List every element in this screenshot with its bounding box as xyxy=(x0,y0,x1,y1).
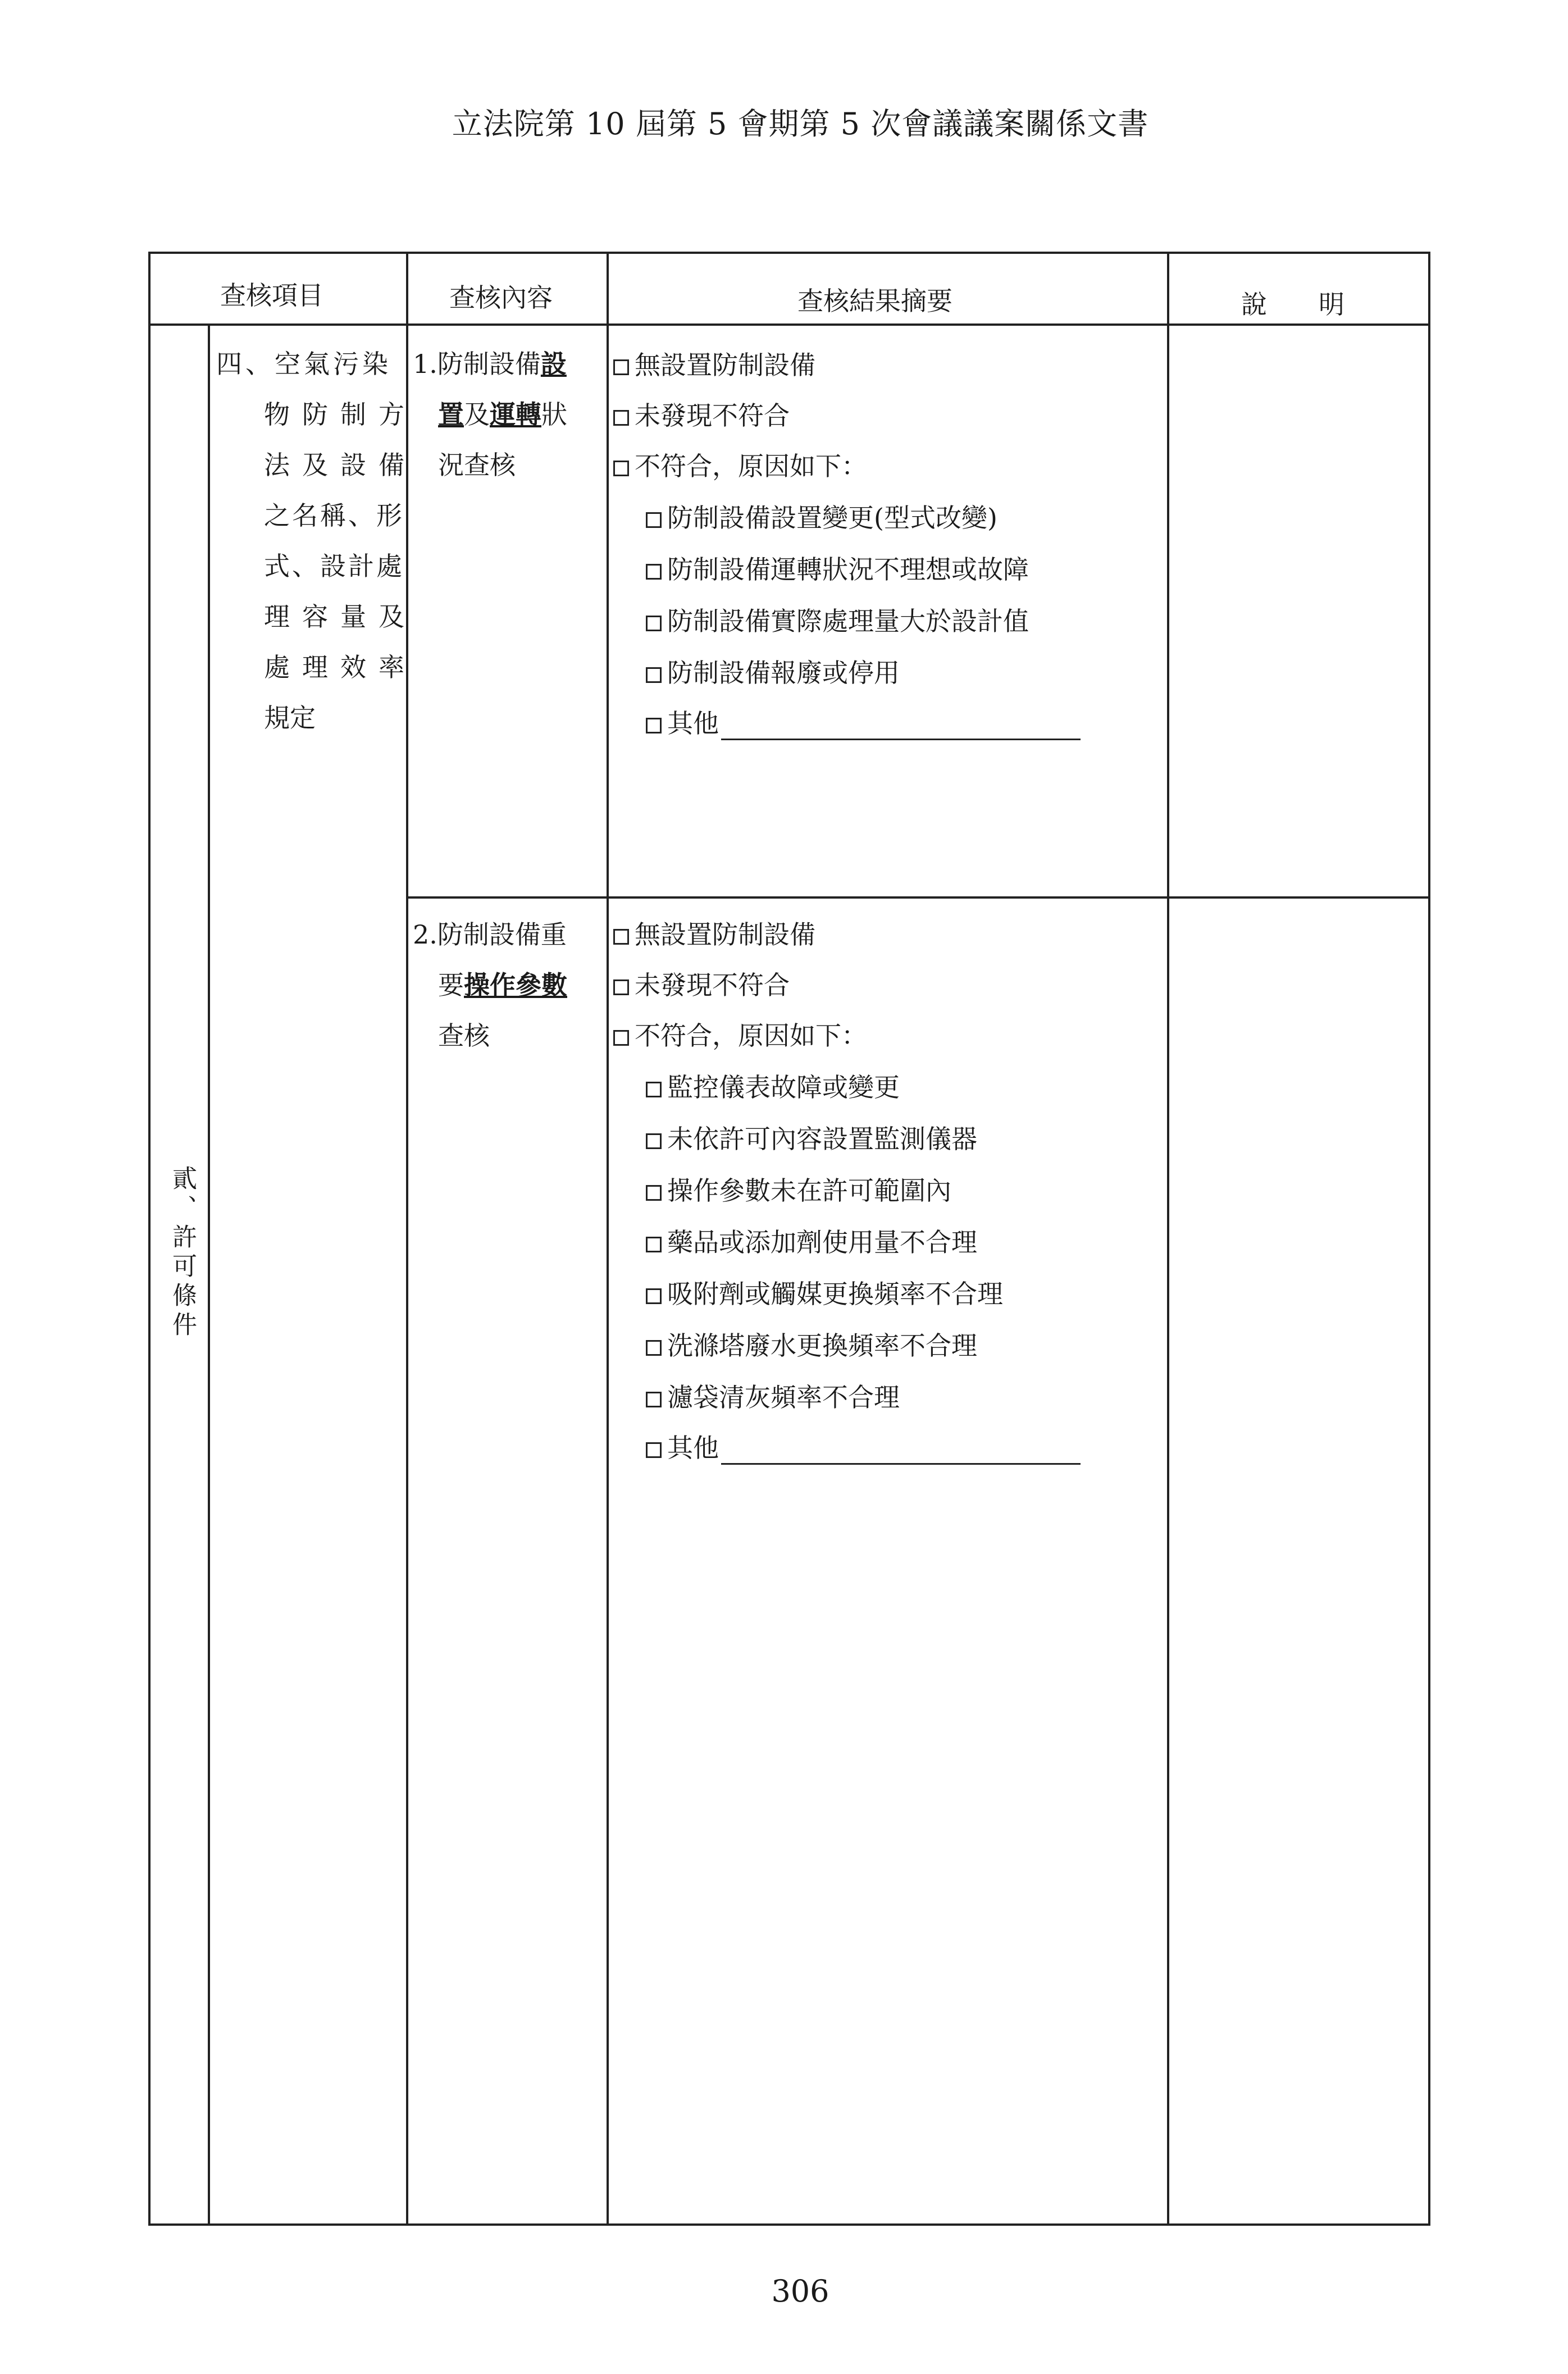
sub-check-item[interactable] xyxy=(646,703,1081,740)
sub-check-item[interactable] xyxy=(646,1325,977,1363)
check-label: 吸附劑或觸媒更換頻率不合理 xyxy=(667,1279,1003,1309)
check-label: 無設置防制設備 xyxy=(635,350,815,380)
checkbox[interactable] xyxy=(613,461,629,476)
check-item[interactable] xyxy=(613,446,867,483)
checkbox[interactable] xyxy=(646,1185,662,1201)
content-1-text: 及 xyxy=(464,399,490,430)
grid-line xyxy=(1167,252,1169,2226)
item-label-line: 規定 xyxy=(264,703,316,733)
item-label-line: 理容量及 xyxy=(264,602,417,632)
check-item[interactable] xyxy=(613,965,790,1002)
sub-check-item[interactable] xyxy=(646,601,1029,638)
checkbox[interactable] xyxy=(646,564,662,580)
sub-check-item[interactable] xyxy=(646,1170,951,1207)
content-1-line2 xyxy=(438,394,567,431)
content-1-line3: 況查核 xyxy=(438,450,516,480)
check-label: 未發現不符合 xyxy=(635,400,790,431)
check-label: 洗滌塔廢水更換頻率不合理 xyxy=(667,1330,977,1361)
checkbox[interactable] xyxy=(646,1392,662,1407)
checkbox[interactable] xyxy=(646,1442,662,1458)
sub-check-item[interactable] xyxy=(646,549,1029,586)
checkbox[interactable] xyxy=(613,410,629,426)
content-2-line2 xyxy=(438,965,567,1002)
content-1-line1 xyxy=(413,344,567,381)
check-item[interactable] xyxy=(613,395,790,432)
sub-check-item[interactable] xyxy=(646,653,900,690)
fill-in-blank[interactable] xyxy=(721,1441,1081,1465)
content-1-keyword: 置 xyxy=(438,399,464,430)
content-2-line1: 2.防制設備重 xyxy=(413,919,567,950)
sub-check-item[interactable] xyxy=(646,1222,977,1259)
sub-check-item[interactable] xyxy=(646,1119,977,1156)
checkbox[interactable] xyxy=(613,929,629,945)
check-item[interactable] xyxy=(613,345,815,382)
check-label: 防制設備實際處理量大於設計值 xyxy=(667,606,1029,636)
col-header-item: 查核項目 xyxy=(220,280,323,311)
content-1-keyword: 設 xyxy=(540,349,567,379)
checkbox[interactable] xyxy=(613,359,629,375)
content-1-text: 狀 xyxy=(541,399,567,430)
item-label-line: 式、設計處 xyxy=(264,551,404,581)
item-label-line: 法及設備 xyxy=(264,450,417,480)
sub-check-item[interactable] xyxy=(646,498,997,535)
sub-check-item[interactable] xyxy=(646,1067,900,1104)
col-header-summary: 查核結果摘要 xyxy=(797,286,952,316)
item-label-line: 四、空氣污染 xyxy=(216,349,391,379)
sub-check-item[interactable] xyxy=(646,1377,900,1414)
grid-line xyxy=(208,325,210,2226)
sub-check-item[interactable] xyxy=(646,1274,1003,1311)
checkbox[interactable] xyxy=(646,512,662,528)
check-label: 無設置防制設備 xyxy=(635,919,815,950)
col-header-notes: 說 明 xyxy=(1241,289,1344,320)
check-label: 藥品或添加劑使用量不合理 xyxy=(667,1227,977,1257)
check-label: 防制設備設置變更(型式改變) xyxy=(667,503,997,533)
checkbox[interactable] xyxy=(646,1340,662,1356)
header-divider xyxy=(148,323,1430,326)
check-label: 其他 xyxy=(667,708,719,739)
check-label: 防制設備運轉狀況不理想或故障 xyxy=(667,554,1029,585)
page-header: 立法院第 10 屆第 5 會期第 5 次會議議案關係文書 xyxy=(452,106,1149,142)
check-label: 濾袋清灰頻率不合理 xyxy=(667,1382,900,1412)
page-number: 306 xyxy=(771,2273,829,2309)
content-1-keyword: 運轉 xyxy=(490,399,541,430)
sub-check-item[interactable] xyxy=(646,1428,1081,1465)
checkbox[interactable] xyxy=(646,1082,662,1097)
item-label-line: 物防制方 xyxy=(264,399,417,430)
col-header-content: 查核內容 xyxy=(449,282,553,313)
checkbox[interactable] xyxy=(613,1030,629,1046)
grid-line xyxy=(607,252,609,2226)
checkbox[interactable] xyxy=(646,1237,662,1252)
check-label: 其他 xyxy=(667,1433,719,1463)
content-2-keyword: 操作參數 xyxy=(464,970,567,1000)
check-label: 未發現不符合 xyxy=(635,970,790,1000)
check-label: 不符合，原因如下： xyxy=(635,451,867,481)
check-label: 防制設備報廢或停用 xyxy=(667,658,900,688)
section-label: 貳、許可條件 xyxy=(168,1165,197,1341)
fill-in-blank[interactable] xyxy=(721,716,1081,740)
check-label: 監控儀表故障或變更 xyxy=(667,1072,900,1102)
check-item[interactable] xyxy=(613,914,815,951)
check-label: 不符合，原因如下： xyxy=(635,1020,867,1051)
checkbox[interactable] xyxy=(646,616,662,631)
content-1-prefix: 1.防制設備 xyxy=(413,349,541,379)
checkbox[interactable] xyxy=(646,1133,662,1149)
checkbox[interactable] xyxy=(646,667,662,683)
grid-line xyxy=(406,252,408,2226)
checkbox[interactable] xyxy=(613,979,629,995)
row-divider xyxy=(406,896,1430,899)
item-label-line: 之名稱、形 xyxy=(264,500,404,531)
checkbox[interactable] xyxy=(646,1288,662,1304)
check-label: 未依許可內容設置監測儀器 xyxy=(667,1124,977,1154)
check-item[interactable] xyxy=(613,1015,867,1052)
checkbox[interactable] xyxy=(646,718,662,733)
item-label-line: 處理效率 xyxy=(264,652,417,682)
check-label: 操作參數未在許可範圍內 xyxy=(667,1175,951,1206)
content-2-line3: 查核 xyxy=(438,1020,490,1051)
content-2-text: 要 xyxy=(438,970,464,1000)
